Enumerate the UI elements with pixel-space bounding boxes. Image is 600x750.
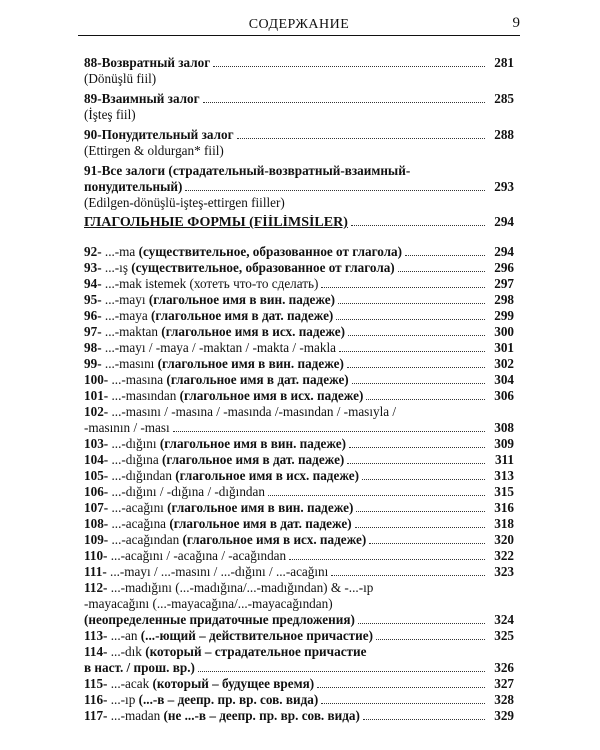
entry-subtitle: (Ettirgen & oldurgan* fiil) — [84, 143, 224, 158]
header-title: СОДЕРЖАНИЕ — [248, 17, 350, 32]
leader-dots — [398, 271, 485, 272]
entry-number: 106- — [84, 484, 109, 499]
leader-dots — [376, 639, 485, 640]
entry-suffix: ...-ış — [101, 260, 128, 275]
entry-desc: (неопределенные придаточные предложения) — [84, 612, 355, 627]
entry-number: 99- — [84, 356, 102, 371]
entry-number: 110- — [84, 548, 108, 563]
entry-number: 104- — [84, 452, 109, 467]
leader-dots — [268, 495, 485, 496]
entry-page: 306 — [494, 388, 514, 403]
toc-entry — [84, 55, 514, 71]
entry-number: 109- — [84, 532, 109, 547]
leader-dots — [347, 463, 485, 464]
entry-suffix: ...-acağını / -acağına / -acağından — [107, 548, 287, 563]
entry-page: 326 — [494, 660, 514, 675]
toc-entry — [84, 484, 514, 500]
entry-page: 313 — [494, 468, 514, 483]
toc-entry-112 — [84, 612, 514, 628]
toc-entry — [84, 532, 514, 548]
entry-number: 96- — [84, 308, 102, 323]
entry-suffix: ...-mayı / ...-masını / ...-dığını / ...-acağını — [106, 564, 329, 579]
entry-suffix: ...-maya — [101, 308, 148, 323]
entry-desc: (глагольное имя в исх. падеже) — [176, 388, 364, 403]
entry-suffix: ...-maktan — [101, 324, 158, 339]
entry-desc: (глагольное имя в вин. падеже) — [154, 356, 344, 371]
toc-entry — [84, 388, 514, 404]
entry-desc: (глагольное имя в дат. падеже) — [163, 372, 349, 387]
toc-entry-112-line1 — [84, 580, 514, 596]
entry-number: 112- — [84, 580, 108, 595]
entry-desc: (глагольное имя в вин. падеже) — [163, 500, 354, 515]
toc-entry — [84, 468, 514, 484]
entry-desc: (глагольное имя в дат. падеже) — [166, 516, 352, 531]
entry-page: 288 — [494, 127, 514, 142]
entry-desc: (который – будущее время) — [149, 676, 315, 691]
toc-entry-114-line1 — [84, 644, 514, 660]
toc-entry-102 — [84, 420, 514, 436]
entry-desc: (глагольное имя в исх. падеже) — [158, 324, 346, 339]
entry-number: 111- — [84, 564, 107, 579]
entry-page: 322 — [494, 548, 514, 563]
entry-number: 95- — [84, 292, 102, 307]
entry-page: 301 — [494, 340, 514, 355]
leader-dots — [331, 575, 485, 576]
toc-group-voices — [84, 55, 514, 211]
leader-dots — [203, 102, 485, 103]
entry-desc: (глагольное имя в вин. падеже) — [156, 436, 347, 451]
entry-suffix: ...-dığını / -dığına / -dığından — [108, 484, 265, 499]
entry-suffix: ...-acak — [107, 676, 150, 691]
leader-dots — [198, 671, 485, 672]
entry-page: 296 — [494, 260, 514, 275]
entry-number: 102- — [84, 404, 109, 419]
toc-entry-114 — [84, 660, 514, 676]
entry-desc: (глагольное имя в дат. падеже) — [158, 452, 345, 467]
entry-page: 300 — [494, 324, 514, 339]
leader-dots — [351, 225, 485, 226]
entry-number: 98- — [84, 340, 102, 355]
entry-page: 318 — [494, 516, 514, 531]
entry-suffix: ...-acağına — [108, 516, 167, 531]
toc-entry — [84, 564, 514, 580]
toc-entry — [84, 276, 514, 292]
leader-dots — [349, 447, 485, 448]
entry-page: 299 — [494, 308, 514, 323]
entry-page: 316 — [494, 500, 514, 515]
entry-subtitle: (İşteş fiil) — [84, 107, 136, 122]
entry-suffix: ...-ıp — [107, 692, 136, 707]
entry-number: 100- — [84, 372, 109, 387]
toc-entry — [84, 340, 514, 356]
entry-suffix: ...-ma — [101, 244, 136, 259]
entry-title: Понудительный залог — [101, 127, 234, 142]
entry-page: 328 — [494, 692, 514, 707]
entry-desc: (глагольное имя в исх. падеже) — [179, 532, 367, 547]
section-page: 294 — [494, 214, 514, 229]
entry-suffix: ...-dığını — [108, 436, 157, 451]
entry-subtitle: (Edilgen-dönüşlü-işteş-ettirgen fiiller) — [84, 195, 285, 210]
leader-dots — [336, 319, 485, 320]
entry-number: 92- — [84, 244, 102, 259]
leader-dots — [369, 543, 485, 544]
toc-entry — [84, 708, 514, 724]
entry-desc: (...-ющий – действительное причастие) — [137, 628, 374, 643]
entry-page: 329 — [494, 708, 514, 723]
entry-suffix: ...-madan — [107, 708, 161, 723]
leader-dots — [317, 687, 485, 688]
entry-suffix: ...-dığından — [108, 468, 172, 483]
entry-suffix: ...-acağından — [108, 532, 180, 547]
entry-number: 105- — [84, 468, 109, 483]
page-header — [78, 15, 520, 36]
toc-entry-102-line1 — [84, 404, 514, 420]
entry-suffix: ...-masına — [108, 372, 164, 387]
entry-desc: (существительное, образованное от глагола) — [135, 244, 403, 259]
entry-suffix: ...-masını / -masına / -masında /-masından / -masıyla / — [108, 404, 397, 419]
entry-subtitle: (Dönüşlü fiil) — [84, 71, 157, 86]
entry-page: 281 — [494, 55, 514, 70]
leader-dots — [358, 623, 485, 624]
toc-entry — [84, 516, 514, 532]
toc-entry — [84, 628, 514, 644]
toc-group-verbal-forms — [84, 244, 514, 724]
entry-suffix: ...-masını — [101, 356, 155, 371]
leader-dots — [405, 255, 485, 256]
leader-dots — [237, 138, 485, 139]
section-row — [84, 214, 514, 230]
entry-number: 117- — [84, 708, 108, 723]
entry-suffix: ...-dığına — [108, 452, 159, 467]
entry-number: 97- — [84, 324, 102, 339]
leader-dots — [339, 351, 485, 352]
entry-page: 311 — [494, 452, 514, 467]
entry-title-continued: понудительный) — [84, 179, 183, 194]
leader-dots — [321, 703, 485, 704]
entry-title: Взаимный залог — [101, 91, 200, 106]
toc-entry — [84, 676, 514, 692]
page-number: 9 — [512, 15, 520, 31]
entry-desc: (который – страдательное причастие — [141, 644, 367, 659]
toc-entry — [84, 244, 514, 260]
entry-page: 297 — [494, 276, 514, 291]
leader-dots — [355, 527, 485, 528]
entry-number: 89- — [84, 91, 102, 106]
leader-dots — [356, 511, 485, 512]
entry-page: 309 — [494, 436, 514, 451]
entry-suffix: ...-mak istemek (хотеть что-то сделать) — [101, 276, 319, 291]
entry-number: 114- — [84, 644, 108, 659]
toc-entry — [84, 356, 514, 372]
toc-entry — [84, 452, 514, 468]
entry-page: 302 — [494, 356, 514, 371]
entry-number: 90- — [84, 127, 102, 142]
leader-dots — [321, 287, 485, 288]
entry-number: 93- — [84, 260, 102, 275]
entry-number: 103- — [84, 436, 109, 451]
entry-page: 304 — [494, 372, 514, 387]
entry-number: 101- — [84, 388, 109, 403]
leader-dots — [185, 190, 485, 191]
toc-entry — [84, 292, 514, 308]
toc-entry — [84, 324, 514, 340]
entry-page: 308 — [494, 420, 514, 435]
entry-desc: (существительное, образованное от глагола) — [127, 260, 395, 275]
entry-title: Возвратный залог — [101, 55, 211, 70]
entry-page: 323 — [494, 564, 514, 579]
entry-number: 116- — [84, 692, 108, 707]
entry-suffix: ...-mayı / -maya / -maktan / -makta / -makla — [101, 340, 336, 355]
entry-page: 315 — [494, 484, 514, 499]
toc-entry — [84, 436, 514, 452]
entry-number: 107- — [84, 500, 109, 515]
entry-suffix: ...-dık — [107, 644, 142, 659]
toc-entry-91 — [84, 179, 514, 195]
entry-number: 94- — [84, 276, 102, 291]
toc-entry-112-line2: -mayacağını (...-mayacağına/...-mayacağından) — [84, 596, 333, 611]
entry-suffix: ...-mayı — [101, 292, 146, 307]
entry-suffix-continued: -masının / -ması — [84, 420, 170, 435]
leader-dots — [363, 719, 485, 720]
entry-suffix: ...-madığını (...-madığına/...-madığından) & -...-ıp — [107, 580, 374, 595]
toc-entry — [84, 91, 514, 107]
entry-page: 320 — [494, 532, 514, 547]
section-title: ГЛАГОЛЬНЫЕ ФОРМЫ (FİİLİMSİLER) — [84, 215, 348, 230]
entry-number: 115- — [84, 676, 108, 691]
leader-dots — [352, 383, 485, 384]
leader-dots — [366, 399, 485, 400]
entry-number: 113- — [84, 628, 108, 643]
toc-entry — [84, 308, 514, 324]
section-heading — [84, 214, 514, 230]
entry-number: 88- — [84, 55, 102, 70]
leader-dots — [213, 66, 485, 67]
entry-suffix: ...-acağını — [108, 500, 164, 515]
entry-desc: (глагольное имя в вин. падеже) — [145, 292, 336, 307]
entry-page: 325 — [494, 628, 514, 643]
leader-dots — [173, 431, 485, 432]
entry-suffix: ...-masından — [108, 388, 177, 403]
leader-dots — [338, 303, 485, 304]
leader-dots — [289, 559, 485, 560]
entry-91-line1: 91-Все залоги (страдательный-возвратный-взаимный- — [84, 163, 411, 178]
entry-desc: (глагольное имя в дат. падеже) — [147, 308, 334, 323]
entry-desc-continued: в наст. / прош. вр.) — [84, 660, 195, 675]
entry-desc: (...-в – деепр. пр. вр. сов. вида) — [135, 692, 319, 707]
entry-desc: (глагольное имя в исх. падеже) — [171, 468, 359, 483]
toc-entry — [84, 260, 514, 276]
entry-page: 327 — [494, 676, 514, 691]
entry-page: 293 — [494, 179, 514, 194]
toc-entry — [84, 548, 514, 564]
leader-dots — [348, 335, 485, 336]
leader-dots — [347, 367, 485, 368]
entry-page: 324 — [494, 612, 514, 627]
entry-page: 294 — [494, 244, 514, 259]
entry-desc: (не ...-в – деепр. пр. вр. сов. вида) — [160, 708, 360, 723]
entry-number: 108- — [84, 516, 109, 531]
toc-entry — [84, 500, 514, 516]
entry-page: 298 — [494, 292, 514, 307]
toc-entry — [84, 692, 514, 708]
toc-entry — [84, 372, 514, 388]
leader-dots — [362, 479, 485, 480]
entry-suffix: ...-an — [107, 628, 138, 643]
entry-page: 285 — [494, 91, 514, 106]
toc-entry — [84, 127, 514, 143]
